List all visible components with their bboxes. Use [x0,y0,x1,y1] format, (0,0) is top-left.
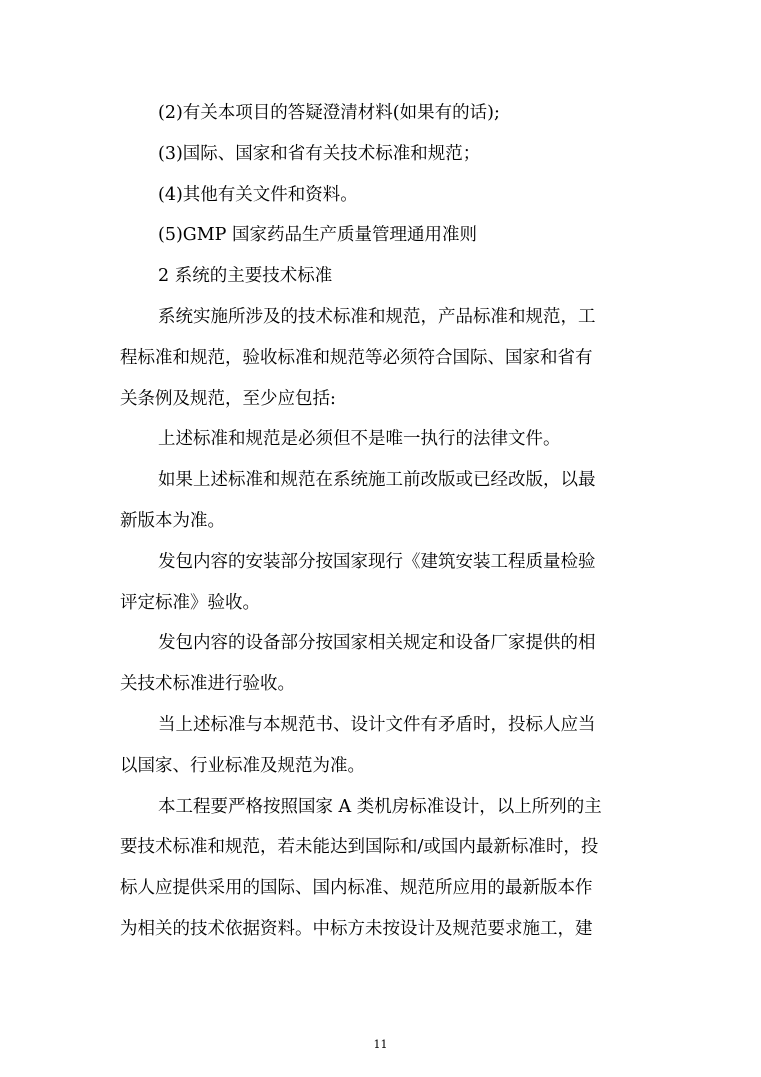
list-item-2: (2)有关本项目的答疑澄清材料(如果有的话); [158,103,500,123]
paragraph-line: 关技术标准进行验收。 [120,674,295,695]
paragraph-line: 关条例及规范，至少应包括: [120,388,336,409]
paragraph-line: 发包内容的设备部分按国家相关规定和设备厂家提供的相 [158,633,596,654]
list-item-4: (4)其他有关文件和资料。 [158,184,358,205]
paragraph-line: 当上述标准与本规范书、设计文件有矛盾时，投标人应当 [158,714,596,735]
paragraph-line: 如果上述标准和规范在系统施工前改版或已经改版，以最 [158,470,596,491]
paragraph-line: 评定标准》验收。 [120,592,260,613]
section-heading: 2 系统的主要技术标准 [158,266,333,287]
paragraph-line: 为相关的技术依据资料。中标方未按设计及规范要求施工，建 [120,918,593,939]
paragraph-line: 上述标准和规范是必须但不是唯一执行的法律文件。 [158,429,561,450]
paragraph-line: 本工程要严格按照国家 A 类机房标准设计，以上所列的主 [158,796,602,817]
paragraph-line: 系统实施所涉及的技术标准和规范，产品标准和规范，工 [158,306,596,327]
body-text [120,93,635,950]
page-number: 11 [373,1038,388,1051]
paragraph-line: 发包内容的安装部分按国家现行《建筑安装工程质量检验 [158,551,596,572]
paragraph-line: 标人应提供采用的国际、国内标准、规范所应用的最新版本作 [120,878,593,899]
list-item-3: (3)国际、国家和省有关技术标准和规范； [158,143,481,164]
list-item-5: (5)GMP 国家药品生产质量管理通用准则 [158,225,478,246]
paragraph-line: 新版本为准。 [120,510,225,531]
paragraph-line: 要技术标准和规范，若未能达到国际和/或国内最新标准时，投 [120,837,599,858]
paragraph-line: 程标准和规范，验收标准和规范等必须符合国际、国家和省有 [120,347,593,368]
paragraph-line: 以国家、行业标准及规范为准。 [120,755,365,776]
